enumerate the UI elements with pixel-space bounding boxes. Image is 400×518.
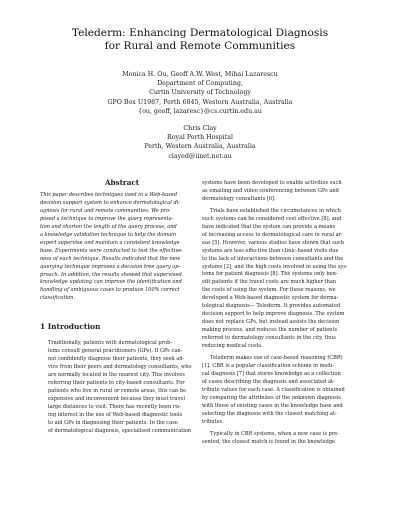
body-line: of cases describing the diagnosis and associated at- [202, 378, 335, 385]
abstract-line: base. Experiments were conducted to test the effective- [40, 247, 183, 254]
intro-line: are normally located in the nearest city. This involves [48, 372, 185, 379]
body-line: tribute values for each case. A classification is obtained [202, 386, 345, 393]
right-column [202, 180, 366, 447]
postal-address: GPO Box U1987, Perth 6845, Western Australia, Australia [107, 98, 293, 106]
author-affiliation-2 [0, 124, 400, 161]
institution: Royal Perth Hospital [167, 134, 233, 142]
body-line: systems are less effective than clinic-based visits due [202, 247, 339, 254]
author-email: clayed@iinet.net.au [168, 152, 232, 160]
intro-line: of dermatological diagnosis, specialised communication [48, 427, 192, 434]
body-line: systems have been developed to enable activities such [202, 180, 342, 186]
abstract-text [40, 192, 204, 303]
abstract-line: a knowledge validation technique to help the domain [40, 231, 176, 238]
title-line: for Rural and Remote Communities [104, 40, 296, 52]
left-column [40, 178, 204, 436]
body-line: of increasing access to dermatological care in rural ar- [202, 231, 343, 238]
abstract-line: ness of each technique. Results indicated that the new [40, 255, 181, 262]
paragraph [202, 355, 366, 427]
title-line: Telederm: Enhancing Dermatological Diagnosis [71, 27, 329, 39]
body-line: Trials have established the circumstances in which [210, 207, 341, 214]
author-names: Monica H. Ou, Geoff A.W. West, Mihai Lazarescu [122, 71, 278, 78]
body-line: reducing medical costs. [202, 343, 263, 350]
paper-title [0, 27, 400, 53]
department: Department of Computing, [157, 80, 243, 88]
body-line: cal diagnosis [7] that stores knowledge as a collection [202, 370, 341, 377]
paragraph [202, 431, 366, 447]
body-line: tributes. [202, 418, 224, 425]
paragraph [202, 180, 366, 204]
body-line: referred to dermatology consultants in the city, thus [202, 335, 336, 342]
body-line: with those of existing cases in the knowledge base and [202, 402, 343, 409]
abstract-line: agnosis for rural and remote communities. We pro- [40, 207, 171, 214]
author-emails: {ou, geoff, lazaresc}@cs.curtin.edu.au [138, 107, 262, 115]
intro-line: to aid GPs in diagnosing their patients. In the case [48, 419, 178, 426]
body-line: efit patients if the travel costs are much higher than [202, 279, 337, 286]
body-line: by comparing the attributes of the unknown diagnosis [202, 394, 341, 401]
author-affiliation-1 [0, 70, 400, 116]
abstract-line: proach. In addition, the results showed that supervised [40, 271, 182, 278]
institution: Curtin University of Technology [149, 89, 251, 97]
intro-line: not confidently diagnose their patients, they seek ad- [48, 356, 185, 363]
intro-paragraph [40, 340, 204, 435]
body-line: as emailing and video conferencing between GPs and [202, 187, 339, 194]
body-line: to the lack of interactions between consultants and the [202, 255, 344, 262]
abstract-line: This paper describes techniques used in a Web-based [40, 192, 178, 198]
abstract-line: classification. [40, 295, 75, 302]
paragraph [202, 208, 366, 351]
body-line: Telederm makes use of case-based reasoning (CBR) [210, 355, 343, 362]
intro-line: referring their patients to city-based consultants. For [48, 380, 185, 387]
section-heading-introduction: 1 Introduction [40, 322, 101, 332]
abstract-line: expert supervise and maintain a consistent knowledge [40, 239, 180, 246]
intro-line: vice from their peers and dermatology consultants, who [48, 364, 192, 371]
intro-line: large distances to visit. There has recently been ris- [48, 403, 182, 410]
abstract-line: knowledge updating can improve the identification and [40, 279, 182, 286]
body-line: eas [5]. However, various studies have shown that such [202, 239, 345, 246]
author-name: Chris Clay [183, 125, 217, 132]
body-line: selecting the diagnosis with the closest matching at- [202, 410, 337, 417]
body-line: sented, the closest match is found in the knowledge [202, 438, 336, 445]
abstract-line: querying technique improves a decision tree query ap- [40, 263, 181, 270]
intro-line: ing interest in the use of Web-based diagnostic tools [48, 411, 183, 418]
abstract-line: handling of ambiguous cases to produce 100% correct [40, 287, 180, 294]
body-line: the costs of using the system. For these reasons, we [202, 287, 336, 294]
body-line: [1]. CBR is a popular classification scheme in medi- [202, 362, 334, 369]
body-line: tems for patient diagnosis [8]. The systems only ben- [202, 271, 338, 278]
body-line: tological diagnosis— Telederm. It provides automated [202, 303, 341, 310]
body-line: Typically in CBR systems, when a new case is pre- [210, 430, 340, 437]
abstract-line: tion and shorten the length of the query process, and [40, 223, 177, 230]
abstract-line: posed a technique to improve the query representa- [40, 215, 174, 222]
intro-line: lems consult general practitioners (GPs). If GPs can- [48, 348, 183, 355]
intro-line: Traditionally, patients with dermatological prob- [48, 340, 173, 347]
body-line: making process, and reduces the number of patients [202, 327, 338, 334]
body-line: dermatology consultants [6]. [202, 195, 276, 202]
body-line: have indicated that the system can provide a means [202, 223, 336, 230]
body-line: does not replace GPs, but instead assists the decision [202, 319, 340, 326]
abstract-heading: Abstract [104, 178, 140, 187]
body-line: developed a Web-based diagnostic system for derma- [202, 295, 339, 302]
abstract-line: decision support system to enhance dermatological di- [40, 199, 181, 206]
body-line: systems [2], and the high costs involved in using the sys- [202, 263, 348, 270]
location: Perth, Western Australia, Australia [144, 143, 256, 151]
body-line: such systems can be considered cost effective [8], and [202, 215, 342, 222]
intro-line: patients who live in rural or remote areas, this can be [48, 388, 187, 395]
intro-line: expensive and inconvenient because they must travel [48, 396, 185, 403]
body-line: decision support to help improve diagnosis. The system [202, 311, 345, 318]
